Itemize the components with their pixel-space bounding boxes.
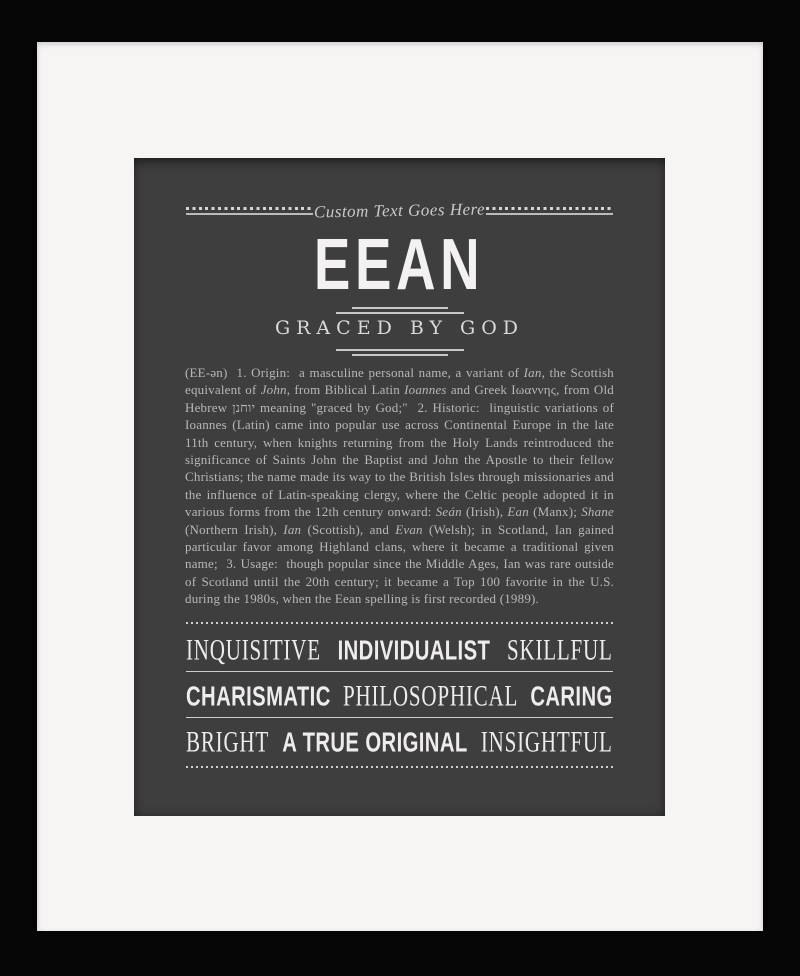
text-segment: (Northern Irish), [185, 521, 284, 537]
text-segment: Ean [507, 504, 529, 520]
text-segment: Ian [283, 521, 302, 537]
text-segment: (Manx); [528, 504, 582, 520]
text-segment: Seán [435, 504, 462, 520]
text-segment: (Welsh); in Scotland, Ian gained particular favor among Highland clans, where it became a traditional given name; 3. Usage: though popular since the Middle Ages, Ian was rare outside of Scotland until the 20th century; it became a Top 100 favorite in the U.S. during the 1980s, when the Eean spelling is first recorded (1989). [185, 521, 614, 607]
rule-short [352, 354, 448, 356]
text-segment: John [260, 382, 287, 398]
trait-row-wrap [186, 724, 613, 760]
custom-text: Custom Text Goes Here [313, 199, 486, 222]
text-segment: INDIVIDUALIST [337, 633, 491, 666]
dotted-line [186, 207, 313, 210]
text-segment: CARING [530, 679, 613, 712]
text-segment: CHARISMATIC [186, 679, 331, 712]
definition-text [185, 364, 614, 608]
text-segment: Ioannes [404, 382, 447, 398]
text-segment: A TRUE ORIGINAL [282, 725, 468, 758]
mat-board [37, 42, 763, 931]
text-segment: Ian [523, 365, 542, 380]
trait-divider-1 [186, 671, 613, 672]
name-title-wrap [134, 225, 665, 305]
dotted-line [486, 207, 613, 210]
trait-row-3 [186, 723, 613, 762]
name-title: EEAN [314, 225, 485, 305]
text-segment: Shane [581, 504, 614, 520]
text-segment: Evan [395, 521, 423, 537]
text-segment: (Scottish), and [301, 521, 396, 537]
trait-row-2 [186, 677, 613, 716]
left-dotted-rule [186, 207, 313, 215]
double-rule-bottom [134, 349, 665, 356]
trait-divider-2 [186, 717, 613, 718]
dotted-divider-bottom [186, 766, 613, 768]
custom-text-row [186, 194, 613, 228]
double-rule-top [134, 307, 665, 314]
text-segment: , the Scottish equivalent of [185, 365, 614, 398]
dotted-divider-top [186, 622, 613, 624]
rule-long [336, 312, 464, 314]
text-segment: , from Biblical Latin [286, 382, 405, 398]
rule-long [336, 349, 464, 351]
text-segment: INQUISITIVE [186, 633, 321, 666]
text-segment: SKILLFUL [506, 633, 613, 666]
trait-row-wrap [186, 678, 613, 714]
text-segment: INSIGHTFUL [480, 725, 613, 758]
text-segment: and Greek Ιωαννης, from Old Hebrew יוחנן meaning "graced by God;" 2. Historic: linguistic variations of Ioannes (Latin) came into popular use across Continental Europe in the late 11th century, when knights returning from the Holy Lands reintroduced the significance of Saints John the Baptist and John the Apostle to their fellow Christians; the name made its way to the British Isles through missionaries and the influence of Latin-speaking clergy, where the Celtic people adopted it in various forms from the 12th century onward: [185, 382, 615, 520]
trait-row-wrap [186, 632, 613, 668]
text-segment: PHILOSOPHICAL [342, 679, 519, 712]
trait-row-1 [186, 631, 613, 670]
rule-short [352, 307, 448, 309]
text-segment: BRIGHT [186, 725, 270, 758]
text-segment: (EE-ən) 1. Origin: a masculine personal name, a variant of [185, 365, 524, 380]
art-print [134, 158, 665, 816]
solid-underline [486, 213, 613, 215]
solid-underline [186, 213, 313, 215]
right-dotted-rule [486, 207, 613, 215]
text-segment: (Irish), [461, 504, 508, 520]
name-meaning: GRACED BY GOD [274, 317, 525, 339]
